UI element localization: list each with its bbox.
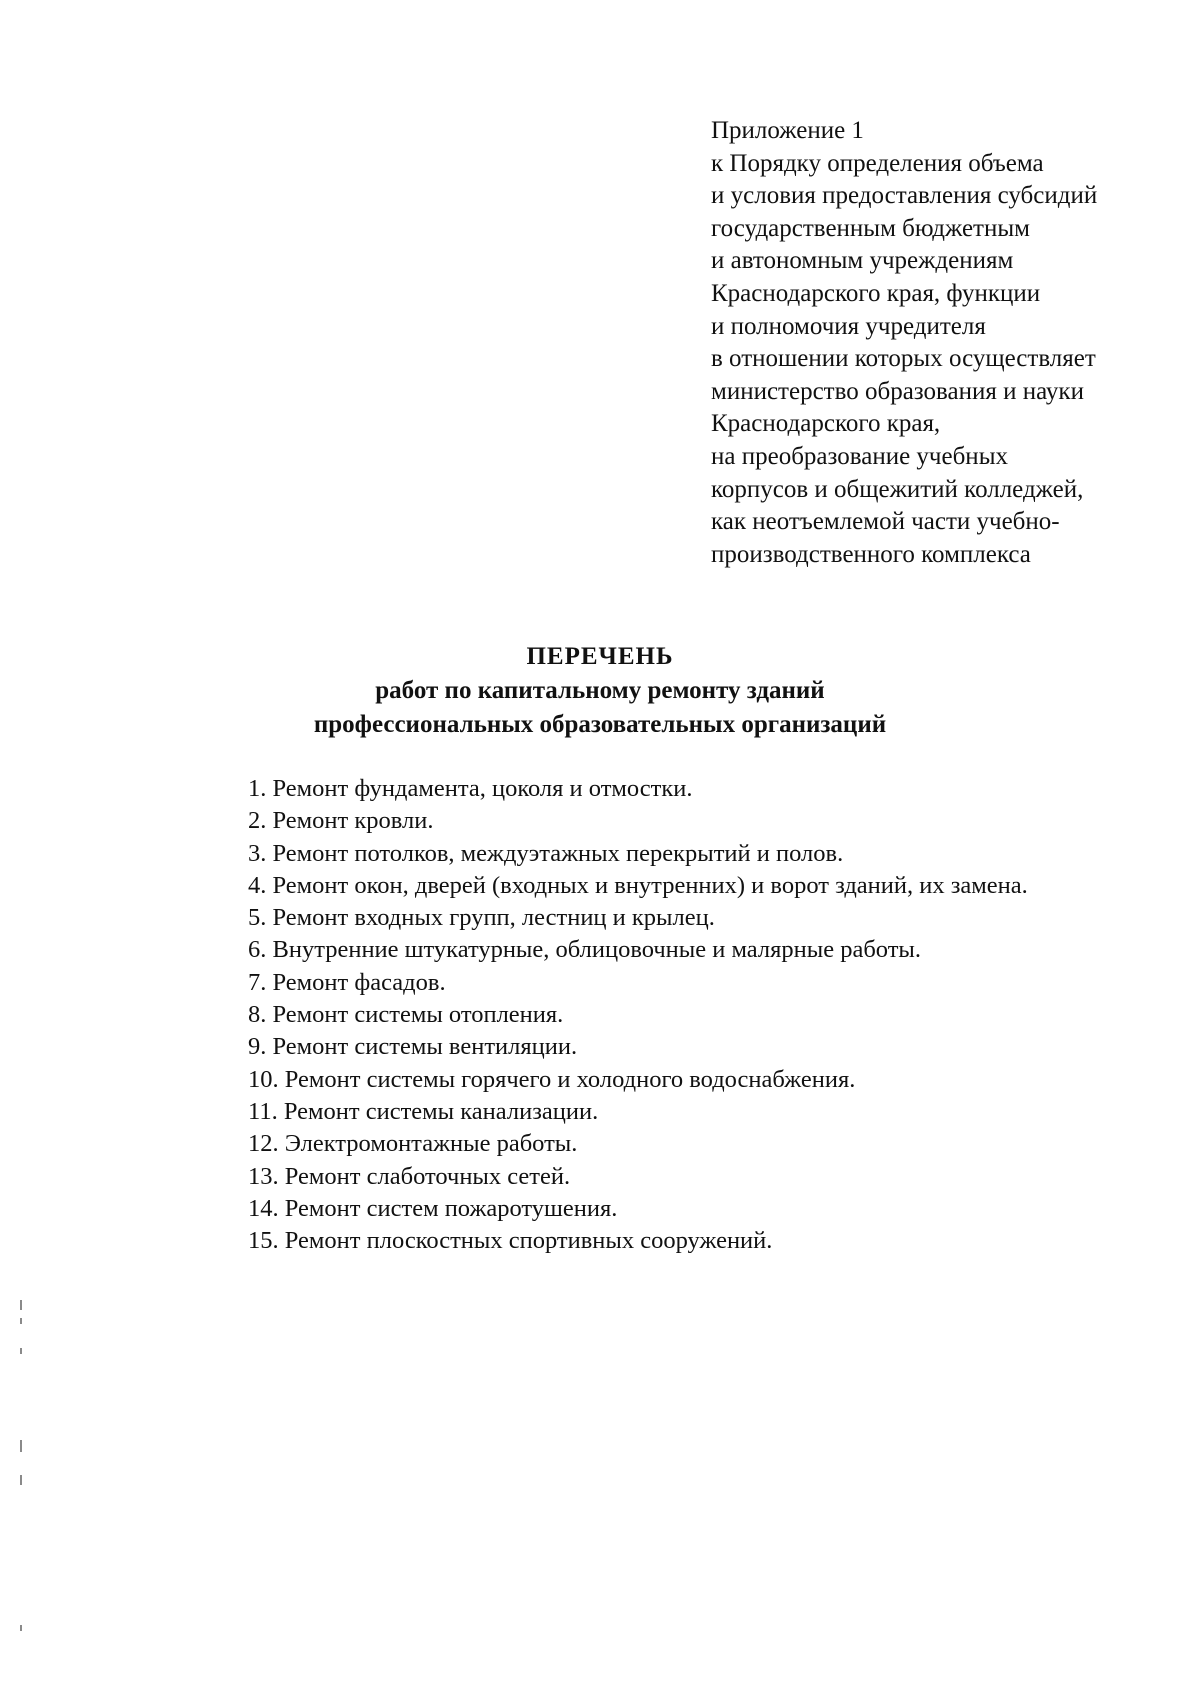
list-item: 13. Ремонт слаботочных сетей. bbox=[248, 1162, 571, 1190]
appendix-line: корпусов и общежитий колледжей, bbox=[711, 475, 1084, 503]
list-item: 1. Ремонт фундамента, цоколя и отмостки. bbox=[248, 775, 693, 802]
heading-subtitle-line1: работ по капитальному ремонту зданий bbox=[375, 677, 825, 704]
list-item: 5. Ремонт входных групп, лестниц и крылец. bbox=[248, 904, 715, 932]
appendix-line: и полномочия учредителя bbox=[711, 312, 986, 340]
scan-mark bbox=[20, 1348, 22, 1354]
list-item: 6. Внутренние штукатурные, облицовочные и малярные работы. bbox=[248, 936, 922, 964]
scan-mark bbox=[20, 1475, 22, 1485]
list-item: 7. Ремонт фасадов. bbox=[248, 968, 446, 996]
list-item: 11. Ремонт системы канализации. bbox=[248, 1097, 599, 1125]
appendix-line: производственного комплекса bbox=[711, 540, 1031, 568]
appendix-line: и условия предоставления субсидий bbox=[711, 182, 1098, 210]
work-list bbox=[248, 773, 1188, 1257]
scan-margin-marks bbox=[20, 1300, 26, 1640]
list-item: 8. Ремонт системы отопления. bbox=[248, 1001, 564, 1029]
appendix-line: в отношении которых осуществляет bbox=[711, 345, 1096, 373]
appendix-block bbox=[711, 115, 1181, 571]
scan-mark bbox=[20, 1625, 22, 1631]
list-item: 9. Ремонт системы вентиляции. bbox=[248, 1033, 578, 1061]
appendix-line: как неотъемлемой части учебно- bbox=[711, 508, 1060, 536]
heading-subtitle-line2: профессиональных образовательных организаций bbox=[313, 711, 887, 738]
scan-mark bbox=[20, 1318, 22, 1324]
scan-mark bbox=[20, 1300, 22, 1310]
appendix-line: и автономным учреждениям bbox=[711, 247, 1014, 275]
appendix-line: к Порядку определения объема bbox=[711, 149, 1044, 177]
scan-mark bbox=[20, 1440, 22, 1452]
appendix-line: на преобразование учебных bbox=[711, 442, 1008, 470]
list-item: 14. Ремонт систем пожаротушения. bbox=[248, 1194, 618, 1222]
appendix-line: Краснодарского края, функции bbox=[711, 279, 1041, 307]
list-item: 12. Электромонтажные работы. bbox=[248, 1130, 578, 1158]
appendix-line: Приложение 1 bbox=[711, 117, 864, 144]
appendix-line: Краснодарского края, bbox=[711, 410, 941, 438]
list-item: 15. Ремонт плоскостных спортивных сооружений. bbox=[248, 1227, 773, 1255]
heading-title: ПЕРЕЧЕНЬ bbox=[526, 643, 674, 670]
list-item: 4. Ремонт окон, дверей (входных и внутренних) и ворот зданий, их замена. bbox=[248, 871, 1028, 899]
list-item: 2. Ремонт кровли. bbox=[248, 807, 434, 835]
appendix-line: государственным бюджетным bbox=[711, 214, 1030, 242]
document-heading bbox=[0, 640, 1200, 742]
list-item: 10. Ремонт системы горячего и холодного водоснабжения. bbox=[248, 1065, 856, 1093]
appendix-line: министерство образования и науки bbox=[711, 377, 1084, 405]
list-item: 3. Ремонт потолков, междуэтажных перекрытий и полов. bbox=[248, 839, 844, 867]
